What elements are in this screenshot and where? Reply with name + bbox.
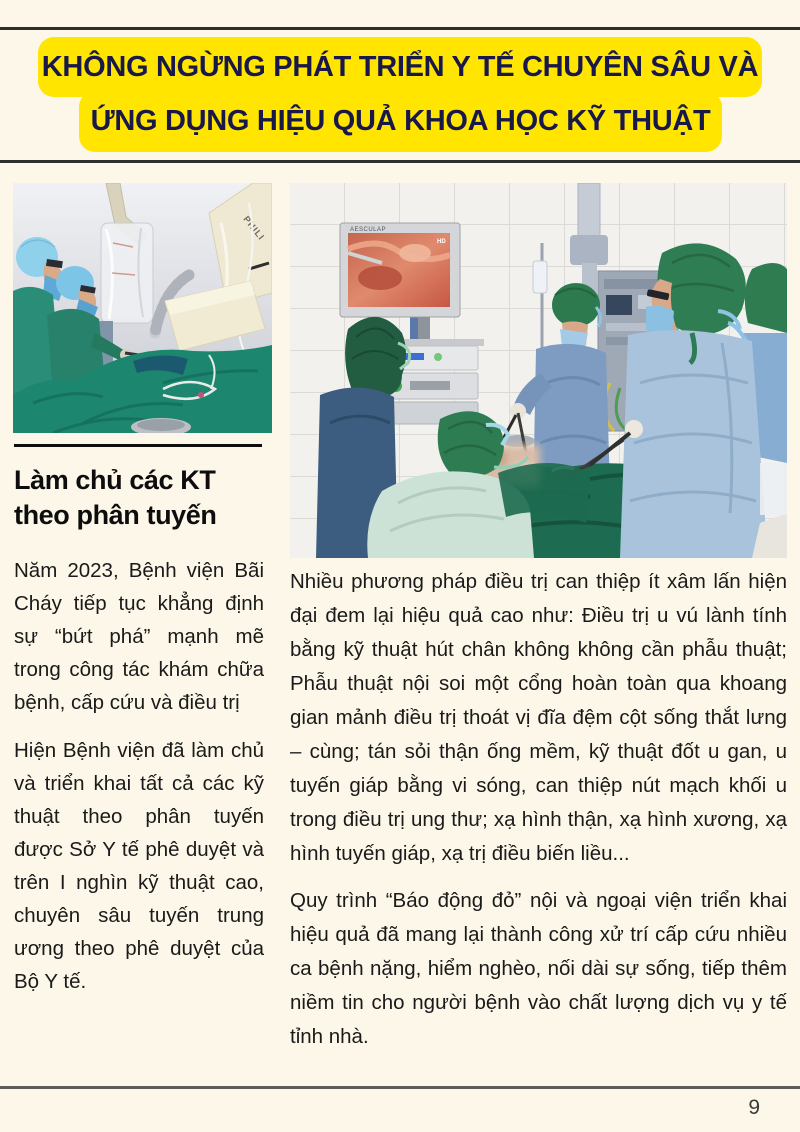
- cathlab-scene: [13, 183, 272, 433]
- photo-laparoscopic-surgery: [290, 183, 787, 558]
- right-column: [290, 565, 787, 1067]
- top-rule: [0, 27, 800, 30]
- title-text-line2: ỨNG DỤNG HIỆU QUẢ KHOA HỌC KỸ THUẬT: [90, 105, 711, 137]
- paragraph: Nhiều phương pháp điều trị can thiệp ít xâm lấn hiện đại đem lại hiệu quả cao như: Điều trị u vú lành tính bằng kỹ thuật hút chân không không cần phẫu thuật; Phẫu thuật nội soi một cổng hoàn toàn qua khoang gian mảnh điều trị thoát vị đĩa đệm cột sống thắt lưng – cùng; tán sỏi thận ống mềm, kỹ thuật đốt u gan, u tuyến giáp bằng vi sóng, can thiệp nút mạch khối u trong điều trị ung thư; xạ hình thận, xạ hình xương, xạ hình tuyến giáp, xạ trị điều biến liều...: [290, 570, 787, 865]
- title-banner-line2: [79, 91, 722, 152]
- title-banner-line1: [38, 37, 762, 97]
- section-divider: [14, 444, 262, 447]
- section-heading: Làm chủ các KT theo phân tuyến: [14, 465, 217, 530]
- plastic-covered-shield: [101, 223, 153, 323]
- left-column: [14, 444, 264, 1013]
- photo-cathlab-surgery: [13, 183, 272, 433]
- table-edge: [760, 463, 787, 515]
- paragraph: Hiện Bệnh viện đã làm chủ và triển khai tất cả các kỹ thuật theo phân tuyến được Sở Y tế phê duyệt và trên I nghìn kỹ thuật cao, chuyên sâu tuyến trung ương theo phê duyệt của Bộ Y tế.: [14, 739, 264, 993]
- paragraph: Năm 2023, Bệnh viện Bãi Cháy tiếp tục khẳng định sự “bứt phá” mạnh mẽ trong công tác khám chữa bệnh, cấp cứu và điều trị: [14, 559, 264, 714]
- banner-bottom-rule: [0, 160, 800, 163]
- page-number: 9: [748, 1096, 760, 1119]
- operating-room-scene: [290, 183, 787, 558]
- philips-label: PHILI: [241, 214, 267, 243]
- footer-rule: [0, 1086, 800, 1089]
- hd-badge: HD: [437, 239, 446, 245]
- paragraph: Quy trình “Báo động đỏ” nội và ngoại viện triển khai hiệu quả đã mang lại thành công xử trí cấp cứu nhiều ca bệnh nặng, hiểm nghèo, nối dài sự sống, tiếp thêm niềm tin cho người bệnh vào chất lượng dịch vụ y tế tỉnh nhà.: [290, 889, 787, 1048]
- aesculap-label: AESCULAP: [350, 227, 387, 233]
- title-text-line1: KHÔNG NGỪNG PHÁT TRIỂN Y TẾ CHUYÊN SÂU VÀ: [41, 50, 759, 83]
